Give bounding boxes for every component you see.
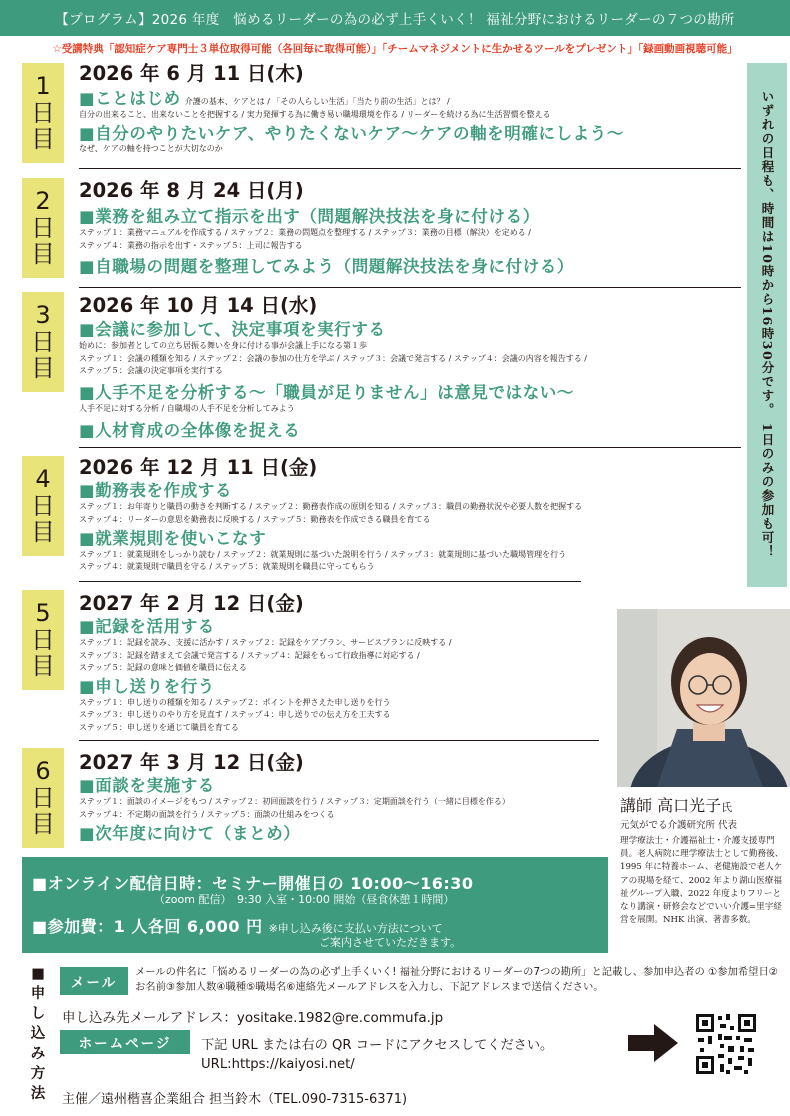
- step-line: ステップ５：記録の意味と価値を職員に伝える: [79, 662, 247, 672]
- step-line: ステップ４：業務の指示を出す・ステップ５：上司に報告する: [79, 240, 303, 250]
- day-number: 4: [35, 464, 51, 493]
- apply-char: 込: [30, 1026, 46, 1042]
- step-line: ステップ４：不定期の面談を行う / ステップ５：面談の仕組みをつくる: [79, 809, 335, 819]
- session-date: 2026 年 12 月 11 日(金): [79, 456, 318, 479]
- session-divider: [79, 447, 741, 448]
- topic-title: ■勤務表を作成する: [79, 481, 232, 501]
- online-schedule: ■オンライン配信日時：セミナー開催日の 10:00～16:30: [32, 874, 474, 893]
- apply-char: み: [30, 1046, 46, 1062]
- schedule-side-note: [747, 63, 787, 587]
- day-suffix-2: 目: [31, 518, 55, 547]
- topic-title: ■就業規則を使いこなす: [79, 528, 267, 548]
- day-suffix-1: 日: [31, 491, 55, 520]
- step-line: ステップ１：記録を読み、支援に活かす / ステップ２：記録をケアプラン、サービスプランに反映する /: [79, 638, 452, 648]
- arrow-right-icon: [628, 1024, 678, 1062]
- step-line: ステップ１：会議の種類を知る / ステップ２：会議の参加の仕方を学ぶ / ステップ３：会議で発言する / ステップ４：会議の内容を報告する /: [79, 353, 587, 363]
- topic-title-text: ■ことはじめ: [79, 89, 181, 109]
- fee-note: ※申し込み後に支払い方法について: [268, 922, 443, 935]
- session-divider: [79, 581, 581, 582]
- step-line: ステップ４：就業規則で職員を守る / ステップ５：就業規則を職員に守ってもらう: [79, 561, 375, 571]
- topic-title: ■記録を活用する: [79, 617, 215, 637]
- program-title-bar: [0, 0, 790, 36]
- session-3: [79, 295, 587, 441]
- session-date: 2026 年 10 月 14 日(水): [79, 294, 318, 317]
- topic-title: ■自分のやりたいケア、やりたくないケア～ケアの軸を明確にしよう～: [79, 123, 624, 143]
- session-divider: [79, 168, 741, 169]
- topic-title: [79, 89, 624, 109]
- apply-char: 申: [30, 986, 46, 1002]
- step-line: ステップ５：申し送りを通じて職員を育てる: [79, 722, 239, 732]
- day-number: 6: [35, 756, 51, 785]
- mail-address[interactable]: 申し込み先メールアドレス：yositake.1982@re.commufa.jp: [62, 1010, 444, 1026]
- session-4: [79, 457, 582, 573]
- day-number: 5: [35, 598, 51, 627]
- step-line: ステップ１：就業規則をしっかり読む / ステップ２：就業規則に基づいた説明を行う / ステップ３：就業規則に基づいた職場管理を行う: [79, 549, 567, 559]
- step-line: ステップ３：申し送りのやり方を見直す / ステップ４：申し送りでの伝え方を工夫する: [79, 710, 391, 720]
- apply-char: ■: [31, 966, 45, 982]
- step-line: なぜ、ケアの軸を持つことが大切なのか: [79, 144, 223, 154]
- instructor-title: 講師: [620, 796, 653, 815]
- day-label-1: [22, 63, 64, 163]
- day-suffix-2: 目: [31, 810, 55, 839]
- instructor-portrait-illustration: [617, 609, 790, 787]
- session-1: [79, 63, 624, 156]
- apply-char: 法: [30, 1086, 46, 1102]
- step-line: ステップ１：面談のイメージをもつ / ステップ２：初回面談を行う / ステップ３：定期面談を行う（一緒に目標を作る）: [79, 797, 510, 807]
- instructor-bio: 理学療法士・介護福祉士・介護支援専門員。老人病院に理学療法士として勤務後、1995 年に特養ホーム、老健施設で老人ケアの現場を経て、2002 年より湖山医療福祉グループ入職、2022 年度よりフリーとなり講演・研修会などでいい介護=里宇経営を展開。NHK 出演、著書多数。: [620, 836, 784, 926]
- instructor-honorific: 氏: [721, 801, 733, 814]
- benefits-line: ☆受講特典「認知症ケア専門士３単位取得可能（各回毎に取得可能）」「チームマネジメントに生かせるツールをプレゼント」「録画動画視聴可能」: [52, 43, 738, 55]
- mail-instructions: メールの件名に「悩めるリーダーの為の必ず上手くいく! 福祉分野におけるリーダーの7つの勘所」と記載し、参加申込者の ①参加希望日②お名前③参加人数④職種⑤職場名⑥連絡先メールアドレスを入力し、下記アドレスまで送信ください。: [135, 966, 778, 993]
- step-line: ステップ５：会議の決定事項を実行する: [79, 365, 223, 375]
- day-label-3: [22, 292, 64, 392]
- mail-tag: メール: [60, 967, 128, 995]
- instructor-info: [620, 793, 790, 831]
- step-line: ステップ１：お年寄りと職員の動きを判断する / ステップ２：勤務表作成の原則を知る / ステップ３：職員の勤務状況や必要人数を把握する: [79, 502, 583, 512]
- session-date: 2027 年 3 月 12 日(金): [79, 751, 304, 774]
- day-suffix-1: 日: [31, 213, 55, 242]
- homepage-tag: ホームページ: [60, 1030, 190, 1054]
- day-label-4: [22, 456, 64, 556]
- topic-title: ■人材育成の全体像を捉える: [79, 421, 301, 441]
- session-6: [79, 752, 510, 844]
- session-date: 2026 年 8 月 24 日(月): [79, 179, 304, 202]
- instructor-org: 元気がでる介護研究所 代表: [620, 820, 738, 831]
- step-line: 始めに：参加者としての立ち居振る舞いを身に付ける事が会議上手になる第１歩: [79, 341, 367, 351]
- topic-title: ■面談を実施する: [79, 776, 215, 796]
- day-suffix-2: 目: [31, 240, 55, 269]
- session-date: 2026 年 6 月 11 日(木): [79, 62, 304, 85]
- step-line: ステップ３：記録を踏まえて会議で発言する / ステップ４：記録をもって行政指導に対応する /: [79, 650, 420, 660]
- step-line: 人手不足に対する分析 / 自職場の人手不足を分析してみよう: [79, 403, 295, 413]
- instructor-photo: [617, 609, 790, 787]
- topic-title: ■業務を組み立て指示を出す（問題解決技法を身に付ける）: [79, 207, 540, 227]
- session-5: [79, 593, 452, 734]
- session-divider: [79, 740, 599, 741]
- day-label-6: [22, 748, 64, 848]
- day-number: 1: [35, 71, 51, 100]
- step-line: ステップ１：業務マニュアルを作成する / ステップ２：業務の問題点を整理する / ステップ３：業務の目標（解決）を定める /: [79, 228, 531, 238]
- apply-char: し: [30, 1006, 46, 1022]
- organizer-contact: 主催／遠州楷喜企業組合 担当鈴木（TEL.090-7315-6371): [62, 1092, 408, 1107]
- fee-text: ■参加費：1 人各回 6,000 円: [32, 917, 263, 936]
- topic-title: ■会議に参加して、決定事項を実行する: [79, 320, 386, 340]
- session-2: [79, 180, 574, 277]
- day-suffix-1: 日: [31, 783, 55, 812]
- qr-code-icon[interactable]: [694, 1012, 758, 1076]
- program-title: 【プログラム】2026 年度 悩めるリーダーの為の必ず上手くいく！ 福祉分野におけるリーダーの７つの勘所: [55, 12, 735, 28]
- topic-note: 介護の基本、ケアとは / 「その人らしい生活」「当たり前の生活」とは？ /: [184, 97, 450, 107]
- homepage-url[interactable]: URL:https://kaiyosi.net/: [201, 1057, 355, 1072]
- instructor-name-line: [620, 793, 790, 816]
- day-suffix-1: 日: [31, 98, 55, 127]
- day-number: 2: [35, 186, 51, 215]
- topic-title: ■人手不足を分析する～「職員が足りません」は意見ではない～: [79, 383, 574, 403]
- fee-note-2: ご案内させていただきます。: [319, 936, 462, 949]
- day-suffix-2: 目: [31, 354, 55, 383]
- day-label-5: [22, 590, 64, 690]
- online-schedule-detail: （zoom 配信） 9:30 入室・10:00 開始（昼食休憩１時間）: [154, 893, 455, 906]
- apply-char: 方: [30, 1066, 46, 1082]
- homepage-instructions: 下記 URL または右の QR コードにアクセスしてください。: [201, 1038, 554, 1053]
- online-info-box: [22, 857, 608, 953]
- day-label-2: [22, 178, 64, 278]
- topic-title: ■自職場の問題を整理してみよう（問題解決技法を身に付ける）: [79, 256, 574, 276]
- session-date: 2027 年 2 月 12 日(金): [79, 592, 304, 615]
- instructor-name: 高口光子: [657, 796, 722, 815]
- day-number: 3: [35, 300, 51, 329]
- day-suffix-2: 目: [31, 125, 55, 154]
- step-line: ステップ４：リーダーの意思を勤務表に反映する / ステップ５：勤務表を作成できる職員を育てる: [79, 514, 431, 524]
- day-suffix-1: 日: [31, 327, 55, 356]
- step-line: 自分の出来ること、出来ないことを把握する / 実力発揮する為に働き易い職場環境を作る / リーダーを続ける為に生活習慣を整える: [79, 110, 551, 120]
- topic-title: ■申し送りを行う: [79, 677, 215, 697]
- application-method-label: [24, 964, 52, 1104]
- session-divider: [79, 287, 741, 288]
- topic-title: ■次年度に向けて（まとめ）: [79, 823, 301, 843]
- step-line: ステップ１：申し送りの種類を知る / ステップ２：ポイントを押さえた申し送りを行う: [79, 697, 391, 707]
- side-note-text: いずれの日程も、時間は10時から16時30分です。 1日のみの参加も可！: [760, 90, 775, 560]
- day-suffix-2: 目: [31, 652, 55, 681]
- day-suffix-1: 日: [31, 625, 55, 654]
